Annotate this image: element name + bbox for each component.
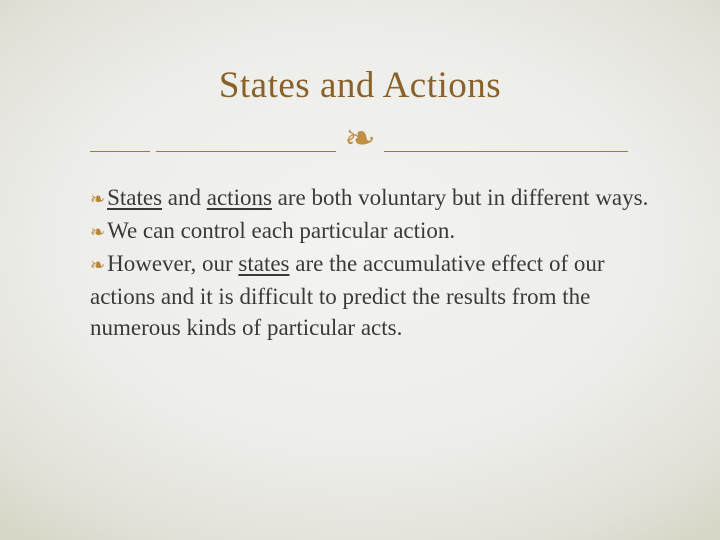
floral-heart-icon: ❧ [90,255,106,276]
bullet-1-term-states: States [107,185,163,210]
bullet-1-text-b: are both voluntary but in different ways. [271,185,649,210]
divider-line-left-short [90,151,150,152]
bullet-3-text-a: However, our [107,251,239,276]
floral-heart-icon: ❧ [344,116,376,160]
bullet-list [90,182,670,343]
bullet-item-1 [90,182,670,215]
bullet-1-term-actions: actions [206,185,272,210]
floral-heart-icon: ❧ [90,189,106,210]
bullet-3-term-states: states [238,251,290,276]
bullet-1-text-a: and [162,185,207,210]
bullet-item-3 [90,248,670,343]
bullet-2-text: We can control each particular action. [107,218,456,243]
title-divider [90,118,630,158]
floral-heart-icon: ❧ [90,222,106,243]
bullet-item-2 [90,215,670,248]
slide-title: States and Actions [218,65,502,106]
bullet-3-text-b: are the accumulative effect of our actions and it is difficult to predict the results from the numerous kinds of particular acts. [90,251,605,340]
divider-line-left [156,151,336,152]
divider-line-right [384,151,628,152]
